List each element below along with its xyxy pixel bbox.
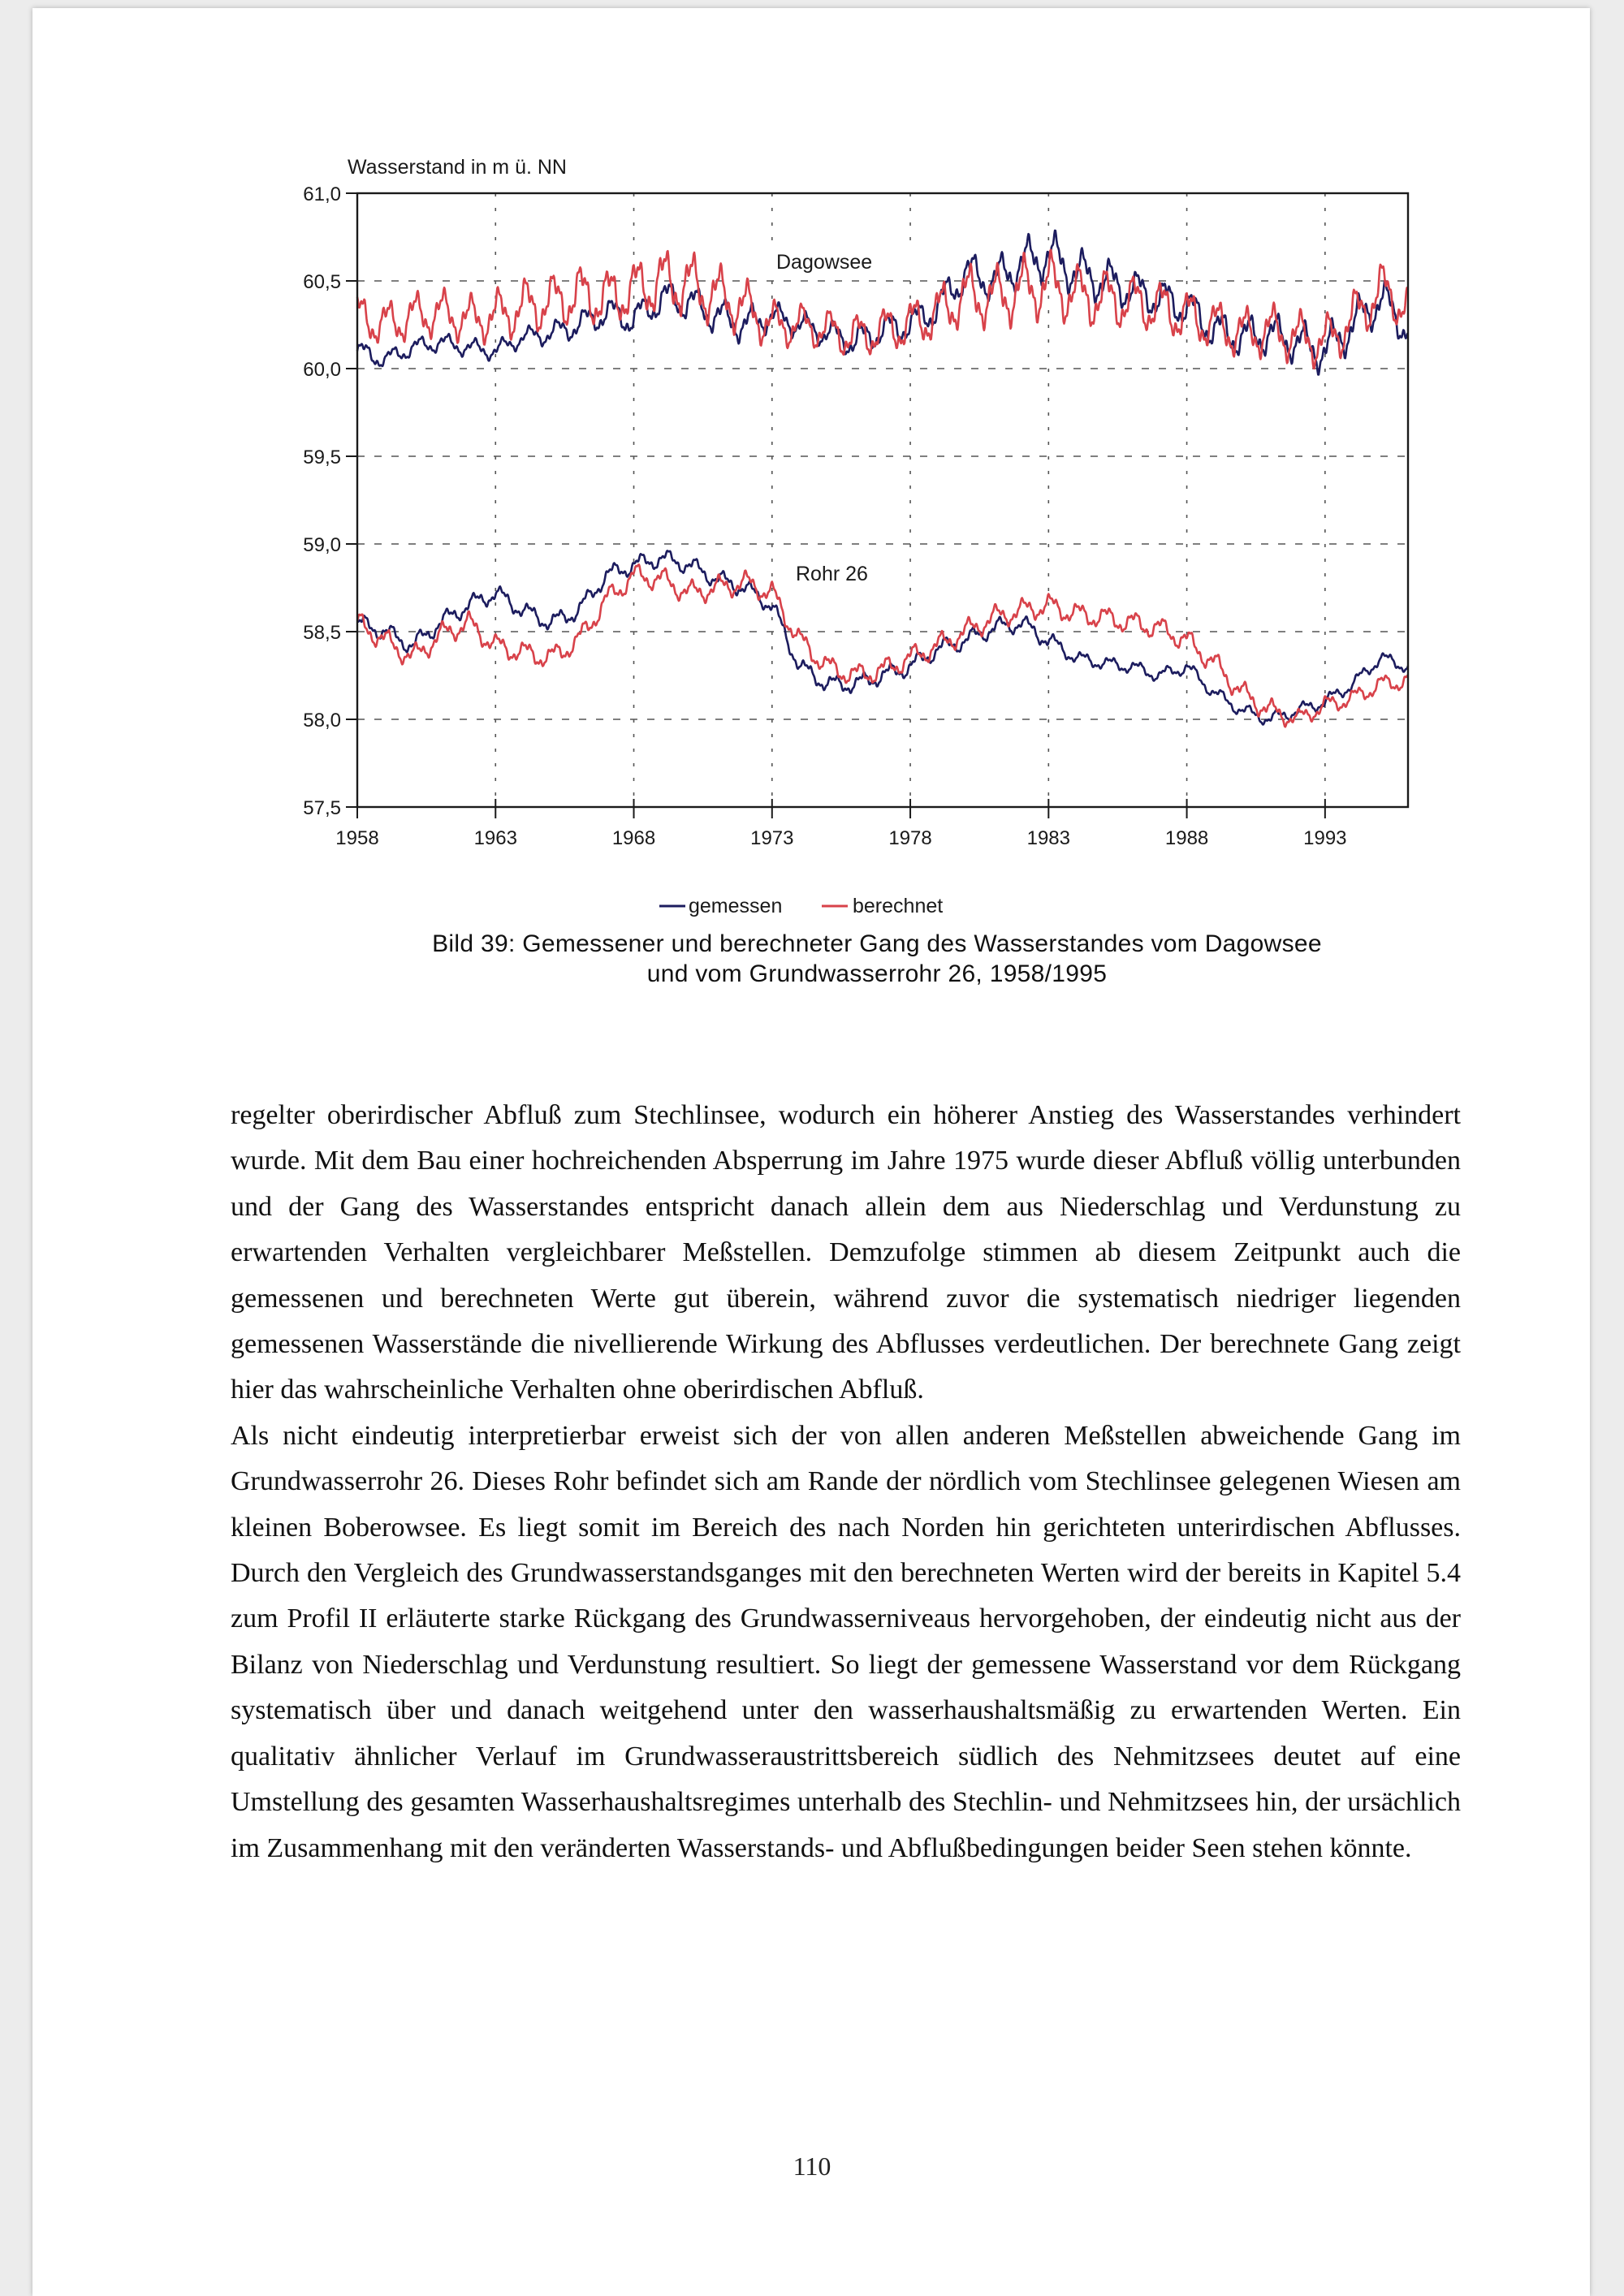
caption-line-2: und vom Grundwasserrohr 26, 1958/1995 bbox=[646, 960, 1108, 987]
x-tick-label-1978: 1978 bbox=[888, 827, 932, 849]
x-tick-label-1958: 1958 bbox=[335, 827, 379, 849]
y-tick-label-59-5: 59,5 bbox=[303, 447, 341, 468]
x-tick-label-1968: 1968 bbox=[611, 827, 656, 849]
paragraph-1: regelter oberirdischer Abfluß zum Stechlinsee, wodurch ein höherer Anstieg des Wasserstandes verhindert wurde. Mit dem Bau einer hochreichenden Absperrung im Jahre 1975 wurde dieser Abfluß völlig unterbunden und der Gang des Wasserstandes entspricht danach allein dem aus Niederschlag und Verdunstung zu erwartenden Verhalten vergleichbarer Meßstellen. Demzufolge stimmen ab diesem Zeitpunkt auch die gemessenen und berechneten Werte gut überein, während zuvor die systematisch niedriger liegenden gemessenen Wasserstände die nivellierende Wirkung des Abflusses verdeutlichen. Der berechnete Gang zeigt hier das wahrscheinliche Verhalten ohne oberirdischen Abfluß. bbox=[231, 1100, 1461, 1405]
chart-legend bbox=[659, 895, 943, 917]
y-axis-title: Wasserstand in m ü. NN bbox=[348, 156, 567, 179]
y-tick-label-59-0: 59,0 bbox=[303, 534, 341, 556]
y-tick-label-60-0: 60,0 bbox=[303, 359, 341, 381]
chart-series bbox=[357, 231, 1408, 727]
y-tick-label-60-5: 60,5 bbox=[303, 271, 341, 293]
page-number: 110 bbox=[793, 2151, 831, 2181]
chart-gridlines bbox=[357, 193, 1408, 807]
chart-axes bbox=[303, 183, 1408, 849]
legend-label-measured: gemessen bbox=[689, 895, 783, 917]
x-tick-label-1973: 1973 bbox=[750, 827, 794, 849]
water-level-chart bbox=[0, 0, 1624, 926]
legend-label-computed: berechnet bbox=[853, 895, 944, 917]
body-text bbox=[231, 1093, 1461, 1871]
y-tick-label-61-0: 61,0 bbox=[303, 183, 341, 205]
y-tick-label-58-0: 58,0 bbox=[303, 710, 341, 732]
y-tick-label-58-5: 58,5 bbox=[303, 622, 341, 644]
y-tick-label-57-5: 57,5 bbox=[303, 797, 341, 819]
plot-frame bbox=[357, 193, 1408, 807]
x-tick-label-1983: 1983 bbox=[1026, 827, 1071, 849]
chart-labels bbox=[348, 156, 914, 591]
figure-caption bbox=[244, 929, 1510, 989]
x-tick-label-1993: 1993 bbox=[1303, 827, 1347, 849]
x-tick-label-1963: 1963 bbox=[473, 827, 517, 849]
series-label-dagowsee: Dagowsee bbox=[776, 251, 873, 274]
caption-line-1: Bild 39: Gemessener und berechneter Gang des Wasserstandes vom Dagowsee bbox=[432, 930, 1322, 957]
x-tick-label-1988: 1988 bbox=[1164, 827, 1209, 849]
series-label-rohr26: Rohr 26 bbox=[796, 563, 868, 585]
paragraph-2: Als nicht eindeutig interpretierbar erweist sich der von allen anderen Meßstellen abweichende Gang im Grundwasserrohr 26. Dieses Rohr befindet sich am Rande der nördlich vom Stechlinsee gelegenen Wiesen am kleinen Boberowsee. Es liegt somit im Bereich des nach Norden hin gerichteten unterirdischen Abflusses. Durch den Vergleich des Grundwasserstandsganges mit den berechneten Werten wird der bereits in Kapitel 5.4 zum Profil II erläuterte starke Rückgang des Grundwasserniveaus hervorgehoben, der eindeutig nicht aus der Bilanz von Niederschlag und Verdunstung resultiert. So liegt der gemessene Wasserstand vor dem Rückgang systematisch über und danach weitgehend unter den wasserhaushaltsmäßig zu erwartenden Werten. Ein qualitativ ähnlicher Verlauf im Grundwasseraustrittsbereich südlich des Nehmitzsees deutet auf eine Umstellung des gesamten Wasserhaushaltsregimes unterhalb des Stechlin- und Nehmitzsees hin, der ursächlich im Zusammenhang mit den veränderten Wasserstands- und Abflußbedingungen beider Seen stehen könnte. bbox=[231, 1420, 1461, 1863]
